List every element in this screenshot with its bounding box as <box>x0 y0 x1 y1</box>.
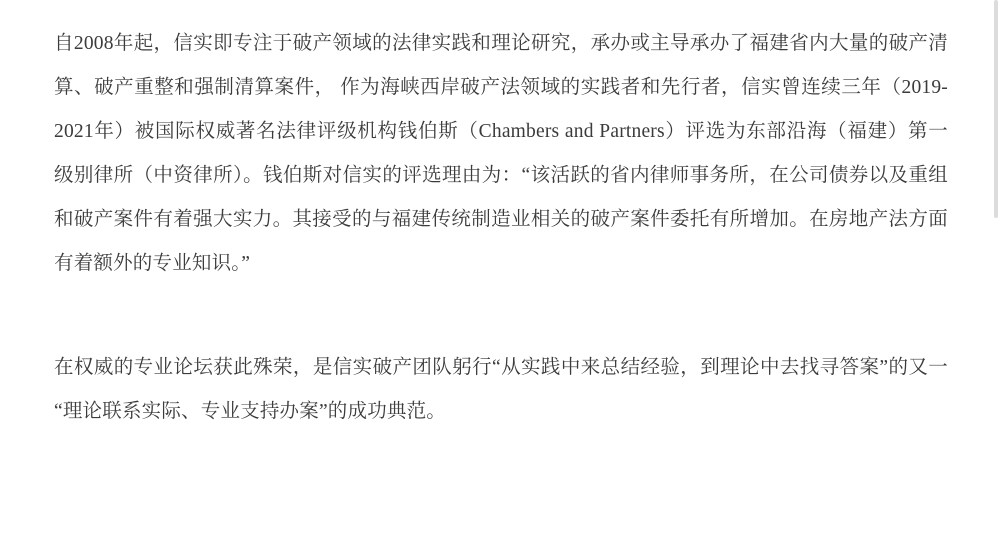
scrollbar-thumb[interactable] <box>994 0 998 218</box>
paragraph-2: 在权威的专业论坛获此殊荣，是信实破产团队躬行“从实践中来总结经验，到理论中去找寻答案”的又一“理论联系实际、专业支持办案”的成功典范。 <box>54 357 948 422</box>
document-body <box>54 22 948 434</box>
vertical-scrollbar[interactable] <box>993 0 999 538</box>
paragraph-1: 自2008年起，信实即专注于破产领域的法律实践和理论研究，承办或主导承办了福建省内大量的破产清算、破产重整和强制清算案件， 作为海峡西岸破产法领域的实践者和先行者，信实曾连续三年（2019-2021年）被国际权威著名法律评级机构钱伯斯（Chambers and Partners）评选为东部沿海（福建）第一级别律所（中资律所）。钱伯斯对信实的评选理由为：“该活跃的省内律师事务所，在公司债券以及重组和破产案件有着强大实力。其接受的与福建传统制造业相关的破产案件委托有所增加。在房地产法方面有着额外的专业知识。” <box>54 33 948 274</box>
